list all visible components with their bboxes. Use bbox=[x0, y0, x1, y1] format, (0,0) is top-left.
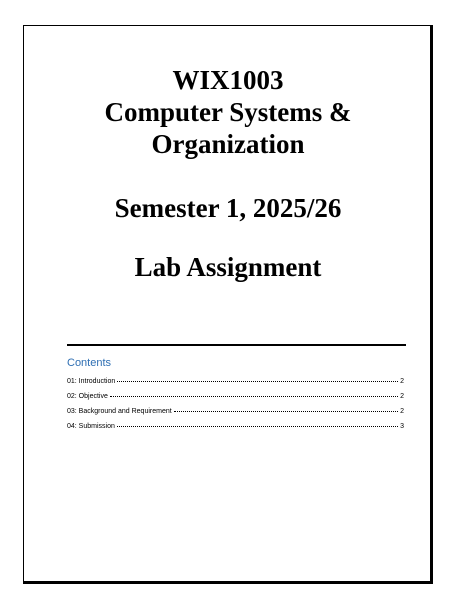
assignment-title: Lab Assignment bbox=[134, 252, 322, 282]
toc-dot-leader bbox=[117, 426, 398, 427]
toc-entry-page: 2 bbox=[400, 378, 404, 385]
table-of-contents bbox=[67, 377, 406, 437]
course-name-line-1: Computer Systems & bbox=[104, 97, 352, 127]
toc-entry-page: 3 bbox=[400, 423, 404, 430]
title-group bbox=[23, 64, 433, 160]
course-name-line-2: Organization bbox=[151, 129, 305, 159]
toc-dot-leader bbox=[117, 381, 398, 382]
semester-title: Semester 1, 2025/26 bbox=[114, 193, 342, 223]
toc-dot-leader bbox=[174, 411, 398, 412]
course-code: WIX1003 bbox=[172, 65, 284, 95]
toc-entry[interactable] bbox=[67, 392, 406, 407]
toc-entry-label: 04: Submission bbox=[67, 423, 115, 430]
toc-entry-label: 03: Background and Requirement bbox=[67, 408, 172, 415]
toc-dot-leader bbox=[110, 396, 398, 397]
toc-entry[interactable] bbox=[67, 422, 406, 437]
horizontal-divider bbox=[67, 344, 406, 346]
toc-entry-label: 01: Introduction bbox=[67, 378, 116, 385]
toc-entry-label: 02: Objective bbox=[67, 393, 108, 400]
toc-entry[interactable] bbox=[67, 407, 406, 422]
toc-entry-page: 2 bbox=[400, 393, 404, 400]
toc-entry-page: 2 bbox=[400, 408, 404, 415]
contents-heading: Contents bbox=[67, 357, 112, 369]
toc-entry[interactable] bbox=[67, 377, 406, 392]
